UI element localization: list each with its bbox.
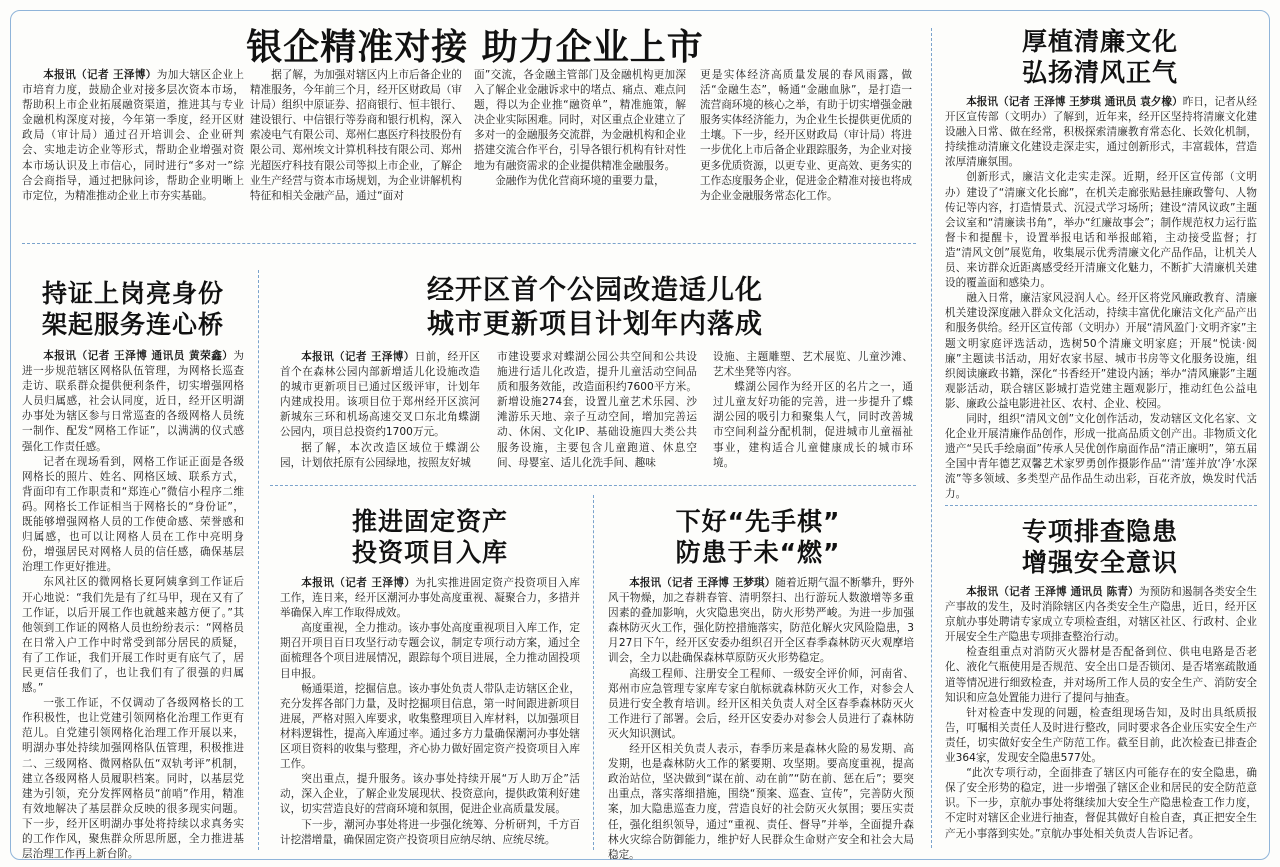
body-text: 为加大辖区企业上市培育力度，鼓励企业对接多层次资本市场，帮助积上市企业拓展融资渠道，推进其与专业金融机构深度对接，今年第一季度，经开区财政局（审计局）通过召开培训会、企业研判会、实地走访企业等形式，帮助企业增强对资本市场认识及上市信心，同时进行“多对一”综合会商指导，通过把脉问诊，帮助企业明晰上市定位，为精准推动企业上市夯实基础。 [22,69,245,202]
body-text: 高度重视，全力推动。该办事处高度重视项目入库工作，定期召开项目百日攻坚行动专题会议，制定专项行动方案，通过全面梳理各个项目进展情况，跟踪每个项目进展，全力推动固投项目申报。 [280,622,580,680]
byline: 本报讯（记者 王泽博） [43,69,157,81]
body-text: 突出重点，提升服务。该办事处持续开展“万人助万企”活动，深入企业，了解企业发展现状、投资意向，提供政策利好建议，切实营造良好的营商环境和氛围，促进企业高质量发展。 [280,773,580,816]
article-3-col2 [497,350,697,475]
headline-line: 推进固定资产 [351,507,508,536]
article-2-body [22,349,244,861]
headline-line: 下好“先手棋” [675,507,841,536]
article-3-col1 [280,350,480,475]
divider-line [270,485,916,486]
headline-fire-prevention [608,506,908,568]
body-text: 检查组重点对消防灭火器材是否配备到位、供电电路是否老化、液化气瓶使用是否规范、安全出口是否锁闭、是否堵塞疏散通道等情况进行细致检查，并对场所工作人员的安全生产、消防安全知识和应急处置能力进行了提问与抽查。 [945,646,1257,704]
body-text: 设施、主题雕塑、艺术展览、儿童沙滩、艺术坐凳等内容。 [713,351,913,379]
body-text: 为进一步规范辖区网格队伍管理，为网格长巡查走访、联系群众提供便利条件，切实增强网格人员归属感，社会认同度，近日，经开区明湖办事处为辖区参与日常巡查的各级网格人员统一制作、配发“网格工作证”，以满满的仪式感强化工作责任感。 [22,350,244,453]
byline: 本报讯（记者 王泽博 通讯员 黄荣鑫） [43,350,234,362]
body-text: 记者在现场看到，网格工作证正面是各级网格长的照片、姓名、网格区域、联系方式，背面印有工作职责和“郑连心”微信小程序二维码。网格长工作证相当于网格长的“身份证”，既能够增强网格人员的工作使命感、荣誉感和归属感，也可以让网格人员在工作中亮明身份，增强居民对网格人员的信任感，确保基层治理工作更好推进。 [22,455,244,574]
headline-line: 防患于未“燃” [675,538,841,567]
body-text: 市建设要求对蝶湖公园公共空间和公共设施进行适儿化改造，提升儿童活动空间品质和服务效能，改造面积约7600平方米。新增设施274套，设置儿童艺术乐园、沙滩游乐天地、亲子互动空间，增加完善运动、休闲、文化IP、基础设施四大类公共服务设施，主要包含儿童跑道、休息空间、母婴室、适儿化洗手间、趣味 [497,351,697,469]
headline-safety-check [945,516,1255,578]
article-1-col3 [474,68,686,233]
body-text: 下一步，潮河办事处将进一步强化统筹、分析研判，千方百计挖潜增量，确保固定资产投资项目应纳尽纳、应统尽统。 [280,818,580,846]
body-text: 东风社区的微网格长夏阿姨拿到工作证后开心地说：“我们先是有了红马甲，现在又有了工作证，以后开展工作也就越来越方便了。”其他领到工作证的网格人员也纷纷表示：“网格员在日常入户工作中时常受到部分居民的质疑，有了工作证，我们开展工作时更有底气了，居民更信任我们了，也让我们有了很强的归属感。” [22,576,244,695]
body-text: 畅通渠道，挖掘信息。该办事处负责人带队走访辖区企业，充分发挥各部门力量，及时挖掘项目信息，第一时间跟进新项目进展，严格对照入库要求，收集整理项目入库材料，以加强项目材料逻辑性，提高入库通过率。通过多方力量确保潮河办事处辖区项目资料的收集与整理，齐心协力做好固定资产投资项目入库工作。 [280,682,580,771]
byline: 本报讯（记者 王泽博） [301,351,415,363]
body-text: 据了解，为加强对辖区内上市后备企业的精准服务，今年前三个月，经开区财政局（审计局）组织中原证券、招商银行、恒丰银行、建设银行、中信银行等券商和银行机构，深入索凌电气有限公司、郑州仁惠医疗科技股份有限公司、郑州埃文计算机科技有限公司、郑州光超医疗科技有限公司等拟上市企业，了解企业生产经营与资本市场规划，为企业讲解机构特征和相关金融产品，通过“面对 [250,69,462,202]
body-text: 针对检查中发现的问题，检查组现场告知，及时出具纸质报告，叮嘱相关责任人及时进行整改，同时要求各企业压实安全生产责任，切实做好安全生产防范工作。截至目前，此次检查已排查企业364家，发现安全隐患577处。 [945,706,1257,765]
article-7-body [945,585,1257,848]
headline-park-renewal [280,274,910,342]
body-text: 经开区相关负责人表示，春季历来是森林火险的易发期、高发期，也是森林防火工作的紧要期、攻坚期。要高度重视，提高政治站位，坚决做到“谋在前、动在前”“防在前、惩在后”；要突出重点，落实落细措施，围绕“预案、巡查、宣传”，完善防火预案，加大隐患巡查力度，营造良好的社会防灭火氛围；要压实责任，强化组织领导，通过“重视、责任、督导”并举，全面提升森林火灾综合防御能力，维护好人民群众生命财产安全和社会大局稳定。 [608,743,914,861]
body-text: 为预防和遏制各类安全生产事故的发生，及时消除辖区内各类安全生产隐患，近日，经开区京航办事处聘请专家成立专项检查组，对辖区社区、行政村、企业开展安全生产隐患专项排查整治行动。 [945,586,1257,644]
body-text: 据了解，本次改造区域位于蝶湖公园，计划依托原有公园绿地，按照友好城 [280,441,480,469]
body-text: 更是实体经济高质量发展的春风雨露，做活“金融生态”，畅通“金融血脉”，是打造一流营商环境的核心之举，有助于切实增强金融服务实体经济能力，为企业生长提供更优质的土壤。下一步，经开区财政局（审计局）将进一步优化上市后备企业跟踪服务，为企业对接更多优质资源，以更专业、更高效、更务实的工作态度服务企业，促进金企精准对接也将成为企业金融服务常态化工作。 [700,69,912,202]
headline-line: 城市更新项目计划年内落成 [427,309,763,340]
article-3-col3 [713,350,913,475]
divider-line [22,243,916,244]
body-text: 金融作为优化营商环境的重要力量， [495,174,665,187]
body-text: 创新形式，廉洁文化走实走深。近期，经开区宣传部（文明办）建设了“清廉文化长廊”，在机关走廊张贴悬挂廉政警句、人物传记等内容，打造情景式、沉浸式学习场所；建设“清风议政”主题会议室和“清廉读书角”，举办“红廉故事会”；制作规范权力运行监督卡和提醒卡，设置举报电话和举报邮箱，主动接受监督；打造“清风文创”展览角，收集展示优秀清廉文化产品作品，让机关人员、来访群众近距离感受经开清廉文化魅力，不断扩大清廉机关建设的覆盖面和感染力。 [945,171,1257,290]
body-text: 同时，组织“清风文创”文化创作活动，发动辖区文化名家、文化企业开展清廉作品创作，形成一批高品质文创产出。非物质文化遗产“吴氏手绘扇面”传承人吴优创作扇面作品“清正廉明”，第五届全国中青年德艺双馨艺术家罗勇创作摄影作品“‘清’莲并放‘净’水深流”等多领域、多类型产品作品生动出彩，百花齐放，焕发时代活力。 [945,412,1257,501]
byline: 本报讯（记者 王泽博 王梦琪 通讯员 袁夕橡） [966,96,1183,108]
divider-line [593,495,594,850]
divider-line [945,505,1257,506]
divider-line [258,270,259,850]
headline-line: 持证上岗亮身份 [41,279,224,308]
body-text: 蝶湖公园作为经开区的名片之一，通过儿童友好功能的完善，进一步提升了蝶湖公园的吸引力和聚集人气，同时改善城市空间利益分配机制，促进城市儿童福祉事业，建构适合儿童健康成长的城市环境。 [713,381,913,469]
headline-line: 经开区首个公园改造适儿化 [427,275,763,306]
body-text: 为扎实推进固定资产投资项目入库工作，连日来，经开区潮河办事处高度重视、凝聚合力，多措并举确保入库工作取得成效。 [280,577,581,620]
article-1-col1 [22,68,244,233]
headline-integrity-culture [945,26,1255,88]
byline: 本报讯（记者 王泽博 王梦琪） [629,577,776,589]
body-text: 日前，经开区首个在森林公园内部新增适儿化设施改造的城市更新项目已通过区级评审，计划年内建成投用。该项目位于郑州经开区滨河新城东三环和机场高速交叉口东北角蝶湖公园内，项目总投资约1700万元。 [280,351,481,439]
headline-line: 厚植清廉文化 [1021,27,1178,56]
headline-line: 专项排查隐患 [1021,517,1178,546]
headline-line: 投资项目入库 [351,538,508,567]
article-6-body [945,95,1257,501]
body-text: 随着近期气温不断攀升，野外风干物燥，加之春耕春管、清明祭扫、出行游玩人数激增等多重因素的叠加影响，火灾隐患突出，防火形势严峻。为进一步加强森林防灭火工作，强化防控措施落实，防范化解火灾风险隐患，3月27日下午，经开区安委办组织召开全区春季森林防灭火观摩培训会，全力以赴确保森林草原防灭火形势稳定。 [608,577,914,665]
byline: 本报讯（记者 王泽博 通讯员 陈青） [966,586,1139,598]
headline-fixed-asset [280,506,580,568]
body-text: “此次专项行动，全面排查了辖区内可能存在的安全隐患，确保了安全形势的稳定，进一步增强了辖区企业和居民的安全防范意识。下一步，京航办事处将继续加大安全生产隐患检查工作力度，不定时对辖区企业进行抽查，督促其做好自检自查，真正把安全生产无小事落到实处。”京航办事处相关负责人告诉记者。 [945,767,1257,840]
body-text: 面”交流，各金融主管部门及金融机构更加深入了解企业金融诉求中的堵点、痛点、难点问题，得以为企业推“融资单”，精准施策，解决企业实际困难。同时，对区重点企业建立了多对一的金融服务交流群，为金融机构和企业搭建交流合作平台，引导各银行机构有针对性地为有融资需求的企业提供精准金融服务。 [474,69,686,172]
headline-line: 增强安全意识 [1021,548,1178,577]
body-text: 融入日常，廉洁家风浸润人心。经开区将党风廉政教育、清廉机关建设深度融入群众文化活动，持续丰富优化廉洁文化产品产出和服务供给。经开区宣传部（文明办）开展“清风盈门·文明齐家”主题文明家庭评选活动，选树50个清廉文明家庭；开展“悦读·阅廉”主题读书活动，用好农家书屋、城市书房等文化服务设施，组织阅读廉政书籍，深化“书香经开”建设内涵；举办“清风廉影”主题观影活动，联合辖区影城打造党建主题观影厅，推动红色公益电影、廉政公益电影进社区、农村、企业、校园。 [945,292,1257,410]
article-1-col4 [700,68,912,233]
body-text: 高级工程师、注册安全工程师、一级安全评价师，河南省、郑州市应急管理专家库专家白航标就森林防灭火工作，对参会人员进行安全教育培训。经开区相关负责人对全区春季森林防灭火工作进行了部署。会后，经开区安委办对参会人员进行了森林防灭火知识测试。 [608,667,914,740]
headline-line: 架起服务连心桥 [41,310,224,339]
body-text: 一张工作证，不仅调动了各级网格长的工作积极性，也让党建引领网格化治理工作更有范儿。自党建引领网格化治理工作开展以来，明湖办事处持续加强网格队伍管理，积极推进二、三级网格、微网格队伍“双轨考评”机制，建立各级网格人员履职档案。同时，以基层党建为引领，充分发挥网格员“前哨”作用，精准有效地解决了基层群众反映的很多现实问题。下一步，经开区明湖办事处将持续以求真务实的工作作风，聚焦群众所思所愿，全力推进基层治理工作再上新台阶。 [22,697,244,861]
body-text: 昨日，记者从经开区宣传部（文明办）了解到，近年来，经开区坚持将清廉文化建设融入日常、做在经常，积极探索清廉教育常态化、长效化机制，持续推动清廉文化建设走深走实，通过创新形式，丰富载体，营造浓厚清廉氛围。 [945,96,1257,169]
byline: 本报讯（记者 王泽博） [301,577,416,589]
article-1-col2 [250,68,462,233]
article-4-body [280,576,580,848]
divider-line [931,28,932,848]
article-5-body [608,576,914,861]
headline-bank-enterprise: 银企精准对接 助力企业上市 [246,27,704,68]
headline-grid-id [22,278,244,340]
headline-line: 弘扬清风正气 [1021,58,1178,87]
